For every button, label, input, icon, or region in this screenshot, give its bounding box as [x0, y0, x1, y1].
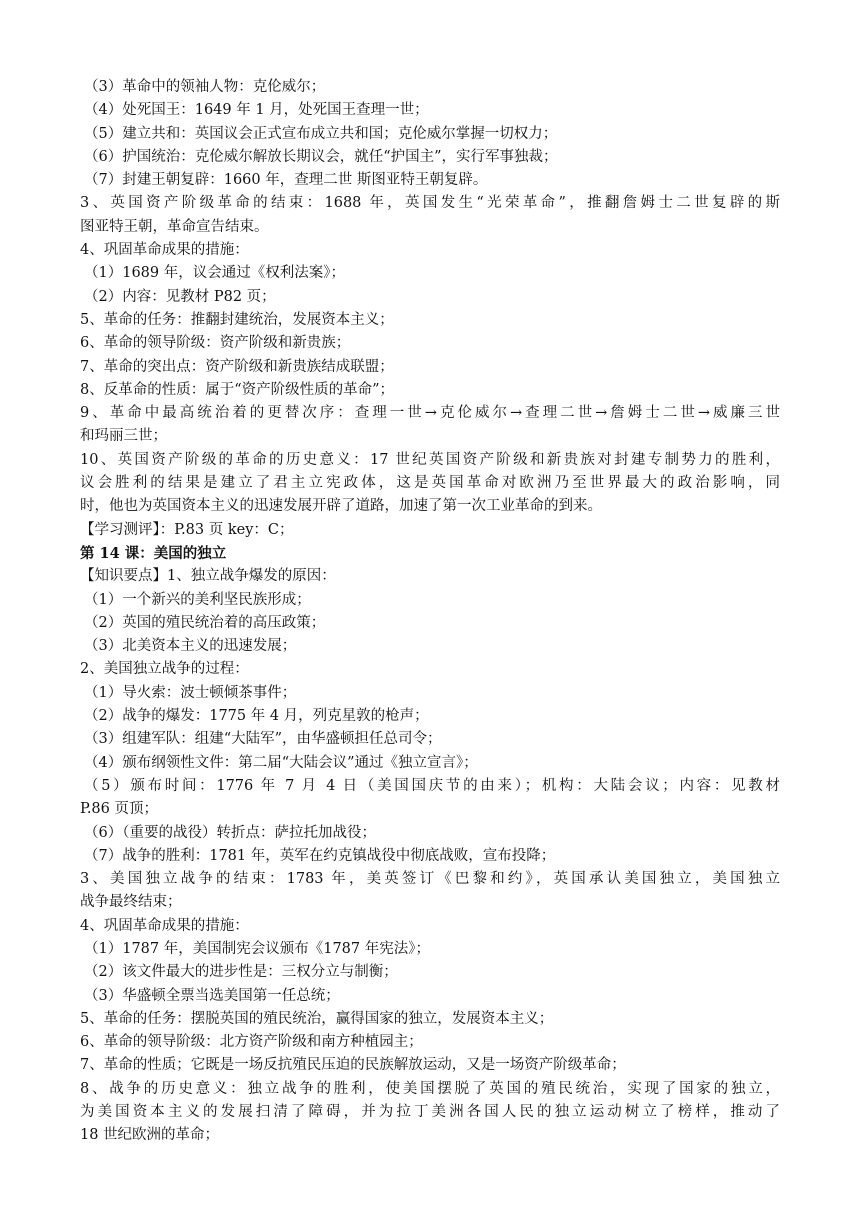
text-line: 5、革命的任务：摆脱英国的殖民统治，赢得国家的独立，发展资本主义； [80, 1010, 554, 1027]
text-line: （6）（重要的战役）转折点：萨拉托加战役； [84, 824, 376, 841]
text-line: 8、战争的历史意义：独立战争的胜利，使美国摆脱了英国的殖民统治，实现了国家的独立， [80, 1080, 780, 1097]
text-line: 4、巩固革命成果的措施： [80, 917, 249, 934]
text-line: 【学习测评】：P.83 页 key：C； [80, 521, 294, 538]
text-line: （2）英国的殖民统治着的高压政策； [84, 614, 326, 631]
text-line: （2）战争的爆发：1775 年 4 月，列克星敦的枪声； [84, 708, 429, 725]
text-line: 6、革命的领导阶级：资产阶级和新贵族； [80, 335, 351, 352]
document-body [80, 76, 780, 1148]
text-line: （5）颁布时间：1776 年 7 月 4 日（美国国庆节的由来）；机构：大陆会议；内容：见教材 [84, 777, 780, 794]
text-line: （1）1787 年，美国制宪会议颁布《1787 年宪法》； [84, 940, 430, 957]
text-line: 议会胜利的结果是建立了君主立宪政体，这是英国革命对欧洲乃至世界最大的政治影响，同 [80, 475, 780, 492]
text-line: （2）该文件最大的进步性是：三权分立与制衡； [84, 964, 398, 981]
text-line: （7）战争的胜利：1781 年，英军在约克镇战役中彻底战败，宣布投降； [84, 847, 556, 864]
text-line: （3）革命中的领袖人物：克伦威尔； [84, 79, 326, 95]
lesson-heading: 第 14 课：美国的独立 [80, 544, 227, 562]
text-line: 【知识要点】1、独立战争爆发的原因： [80, 568, 336, 585]
text-line: 18 世纪欧洲的革命； [80, 1127, 220, 1144]
text-line: （6）护国统治：克伦威尔解放长期议会，就任“护国主”，实行军事独裁； [84, 148, 558, 165]
text-line: （2）内容：见教材 P82 页； [84, 288, 276, 305]
text-line: （7）封建王朝复辟：1660 年，查理二世 斯图亚特王朝复辟。 [84, 172, 488, 189]
text-line: （5）建立共和：英国议会正式宣布成立共和国；克伦威尔掌握一切权力； [84, 125, 558, 142]
text-line: 为美国资本主义的发展扫清了障碍，并为拉丁美洲各国人民的独立运动树立了榜样，推动了 [80, 1104, 780, 1121]
text-line: （3）北美资本主义的迅速发展； [84, 638, 297, 655]
text-line: （3）华盛顿全票当选美国第一任总统； [84, 987, 340, 1004]
text-line: 4、巩固革命成果的措施： [80, 242, 249, 259]
text-line: 7、革命的突出点：资产阶级和新贵族结成联盟； [80, 358, 394, 375]
text-line: 3、美国独立战争的结束：1783 年，美英签订《巴黎和约》，英国承认美国独立，美国独立 [80, 871, 780, 888]
text-line: 图亚特王朝，革命宣告结束。 [80, 218, 269, 235]
text-line: 8、反革命的性质：属于“资产阶级性质的革命”； [80, 381, 395, 398]
text-line: （4）颁布纲领性文件：第二届“大陆会议”通过《独立宣言》； [84, 754, 478, 771]
text-line: 10、英国资产阶级的革命的历史意义：17 世纪英国资产阶级和新贵族对封建专制势力的胜利， [80, 451, 780, 468]
text-line: 2、美国独立战争的过程： [80, 661, 249, 678]
text-line: （3）组建军队：组建“大陆军”，由华盛顿担任总司令； [84, 731, 442, 748]
text-line: （1）一个新兴的美利坚民族形成； [84, 591, 311, 608]
text-line: 7、革命的性质；它既是一场反抗殖民压迫的民族解放运动，又是一场资产阶级革命； [80, 1057, 626, 1074]
text-line: 9、革命中最高统治着的更替次序：查理一世→克伦威尔→查理二世→詹姆士二世→威廉三世 [80, 405, 780, 422]
text-line: 和玛丽三世； [80, 428, 167, 445]
text-line: 时，他也为英国资本主义的迅速发展开辟了道路，加速了第一次工业革命的到来。 [80, 498, 602, 515]
text-line: （1）导火索：波士顿倾茶事件； [84, 684, 297, 701]
text-line: 3、英国资产阶级革命的结束：1688 年，英国发生“光荣革命”，推翻詹姆士二世复辟的斯 [80, 195, 780, 212]
text-line: P.86 页顶； [80, 801, 158, 818]
text-line: 5、革命的任务：推翻封建统治，发展资本主义； [80, 311, 394, 328]
text-line: （4）处死国王：1649 年 1 月，处死国王查理一世； [84, 102, 429, 119]
text-line: 战争最终结束； [80, 894, 182, 911]
text-line: 6、革命的领导阶级：北方资产阶级和南方种植园主； [80, 1034, 423, 1051]
text-line: （1）1689 年，议会通过《权利法案》； [84, 265, 345, 282]
